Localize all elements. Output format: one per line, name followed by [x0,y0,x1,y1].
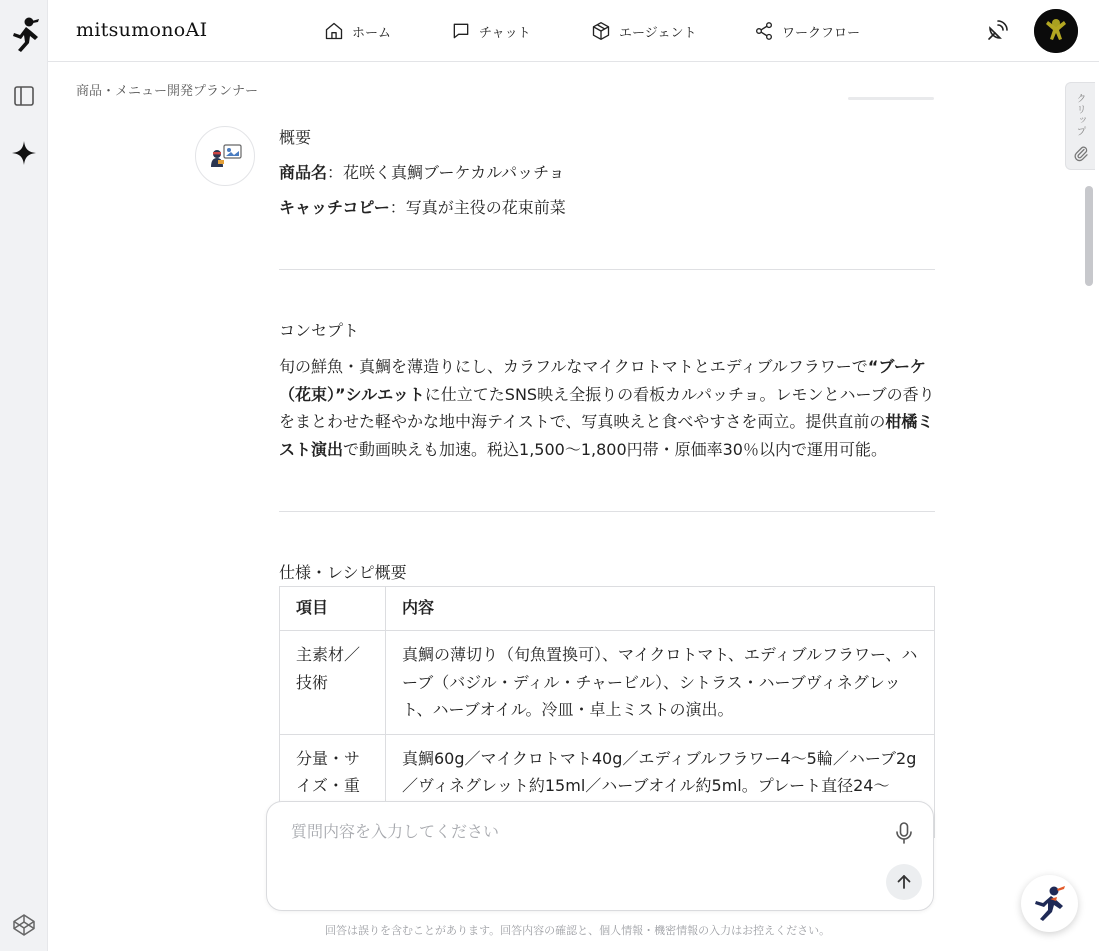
assistant-fab-button[interactable] [1021,875,1078,932]
sidebar-toggle-icon[interactable] [12,84,36,108]
nav-agent-label: エージェント [619,25,697,41]
chat-composer [266,801,934,911]
chat-scroll-area[interactable] [48,63,1081,793]
nav-home-label: ホーム [352,25,392,41]
concept-paragraph [279,353,935,463]
product-name-key: 商品名 [279,163,328,182]
table-header-content: 内容 [386,587,935,631]
product-name-value: ：花咲く真鯛ブーケカルパッチョ [327,163,565,182]
scrollbar-thumb[interactable] [1085,186,1093,286]
paperclip-icon [1073,145,1089,161]
question-input[interactable] [291,822,851,841]
sparkle-icon[interactable] [11,140,37,166]
concept-bold-2: 柑橘ミスト演出 [279,412,934,459]
previous-block-edge [848,97,934,100]
nav-workflow-label: ワークフロー [782,25,861,41]
concept-text-1: 旬の鮮魚・真鯛を薄造りにし、カラフルなマイクロトマトとエディブルフラワーで [279,357,868,376]
user-avatar[interactable] [1034,9,1078,53]
table-header-item: 項目 [280,587,386,631]
nav-workflow[interactable] [754,19,860,43]
ninja-mascot-icon [1021,875,1078,932]
overview-heading: 概要 [279,128,312,147]
ninja-logo-icon[interactable] [8,16,40,54]
assistant-avatar [195,126,255,186]
disclaimer-text: 回答は誤りを含むことがあります。回答内容の確認と、個人情報・機密情報の入力はお控えください。 [325,924,831,937]
nav-chat[interactable] [451,19,531,43]
product-name-line [279,160,935,186]
table-cell-content: 真鯛60g／マイクロトマト40g／エディブルフラワー4〜5輪／ハーブ2g／ヴィネグレット約15ml／ハーブオイル約5ml。プレート直径24〜 [386,734,935,838]
table-cell-content: 真鯛の薄切り（旬魚置換可）、マイクロトマト、エディブルフラワー、ハーブ（バジル・ディル・チャービル）、シトラス・ハーブヴィネグレット、ハーブオイル。冷皿・卓上ミストの演出。 [386,631,935,735]
table-header-row [280,587,935,631]
divider [279,269,935,270]
home-icon [324,21,344,41]
breadcrumb[interactable]: 商品・メニュー開発プランナー [76,84,259,99]
codepen-icon[interactable] [12,913,36,937]
nav-agent[interactable] [591,19,696,43]
catchcopy-key: キャッチコピー [279,198,390,217]
clip-side-tab[interactable] [1065,82,1095,170]
divider [279,511,935,512]
table-cell-item: 分量・サイズ・重 [280,734,386,838]
satellite-dish-icon[interactable] [985,19,1009,43]
microphone-icon[interactable] [893,821,915,845]
table-cell-item: 主素材／技術 [280,631,386,735]
brand-name[interactable]: mitsumonoAI [76,19,208,41]
nav-home[interactable] [324,19,391,43]
nav-chat-label: チャット [479,25,531,41]
spec-heading: 仕様・レシピ概要 [279,563,407,582]
clip-tab-label: クリップ [1074,93,1085,137]
concept-text-2: に仕立てたSNS映え全振りの看板カルパッチョ。レモンとハーブの香りをまとわせた軽やかな地中海テイストで、写真映えと食べやすさを両立。提供直前の [279,384,935,431]
cube-icon [591,21,611,41]
left-rail [0,0,48,951]
share-nodes-icon [754,21,774,41]
assistant-message [279,125,935,838]
catchcopy-value: ：写真が主役の花束前菜 [389,198,566,217]
concept-text-3: で動画映えも加速。税込1,500〜1,800円帯・原価率30％以内で運用可能。 [343,439,887,459]
top-header [48,0,1099,62]
catchcopy-line [279,195,935,221]
arrow-up-icon [894,872,914,892]
concept-heading: コンセプト [279,321,360,340]
concept-bold-1: “ブーケ（花束）”シルエット [279,357,926,404]
table-row [280,631,935,735]
chat-icon [451,21,471,41]
send-button[interactable] [886,864,922,900]
